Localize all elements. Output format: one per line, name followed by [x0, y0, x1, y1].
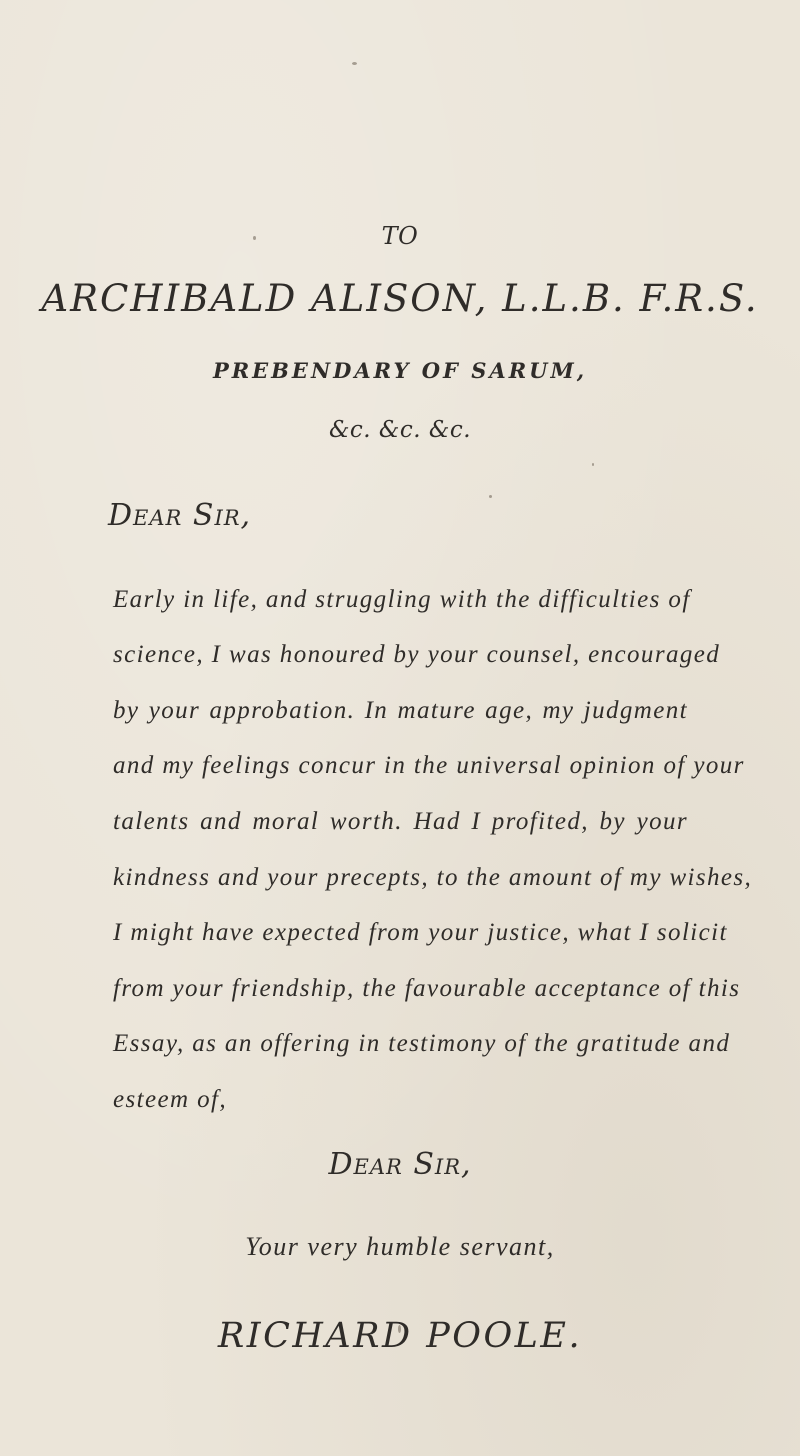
signature: RICHARD POOLE.	[217, 1316, 583, 1356]
dedication-etc: &c. &c. &c.	[328, 417, 472, 443]
dedication-to: TO	[381, 222, 419, 250]
letter-line: from your friendship, the favourable acceptance of this	[113, 975, 741, 1002]
paper-speck	[352, 62, 357, 65]
dedicatee-title: PREBENDARY OF SARUM,	[212, 358, 588, 383]
letter-line: talents and moral worth. Had I profited, by your	[113, 808, 688, 835]
dedicatee-name: ARCHIBALD ALISON, L.L.B. F.R.S.	[41, 277, 759, 320]
letter-line: and my feelings concur in the universal opinion of your	[113, 752, 745, 779]
salutation: Dear Sir,	[108, 498, 252, 533]
closing-salutation: Dear Sir,	[328, 1147, 472, 1182]
letter-line: by your approbation. In mature age, my judgment	[113, 697, 688, 724]
letter-line: I might have expected from your justice, what I solicit	[113, 919, 728, 946]
paper-speck	[592, 463, 594, 466]
letter-line: Early in life, and struggling with the difficulties of	[113, 586, 691, 613]
letter-line: esteem of,	[113, 1086, 227, 1113]
letter-line: Essay, as an offering in testimony of the gratitude and	[113, 1030, 731, 1057]
closing-phrase: Your very humble servant,	[245, 1232, 555, 1261]
paper-speck	[489, 495, 492, 498]
letter-line: kindness and your precepts, to the amount of my wishes,	[113, 864, 753, 891]
letter-line: science, I was honoured by your counsel, encouraged	[113, 641, 721, 668]
